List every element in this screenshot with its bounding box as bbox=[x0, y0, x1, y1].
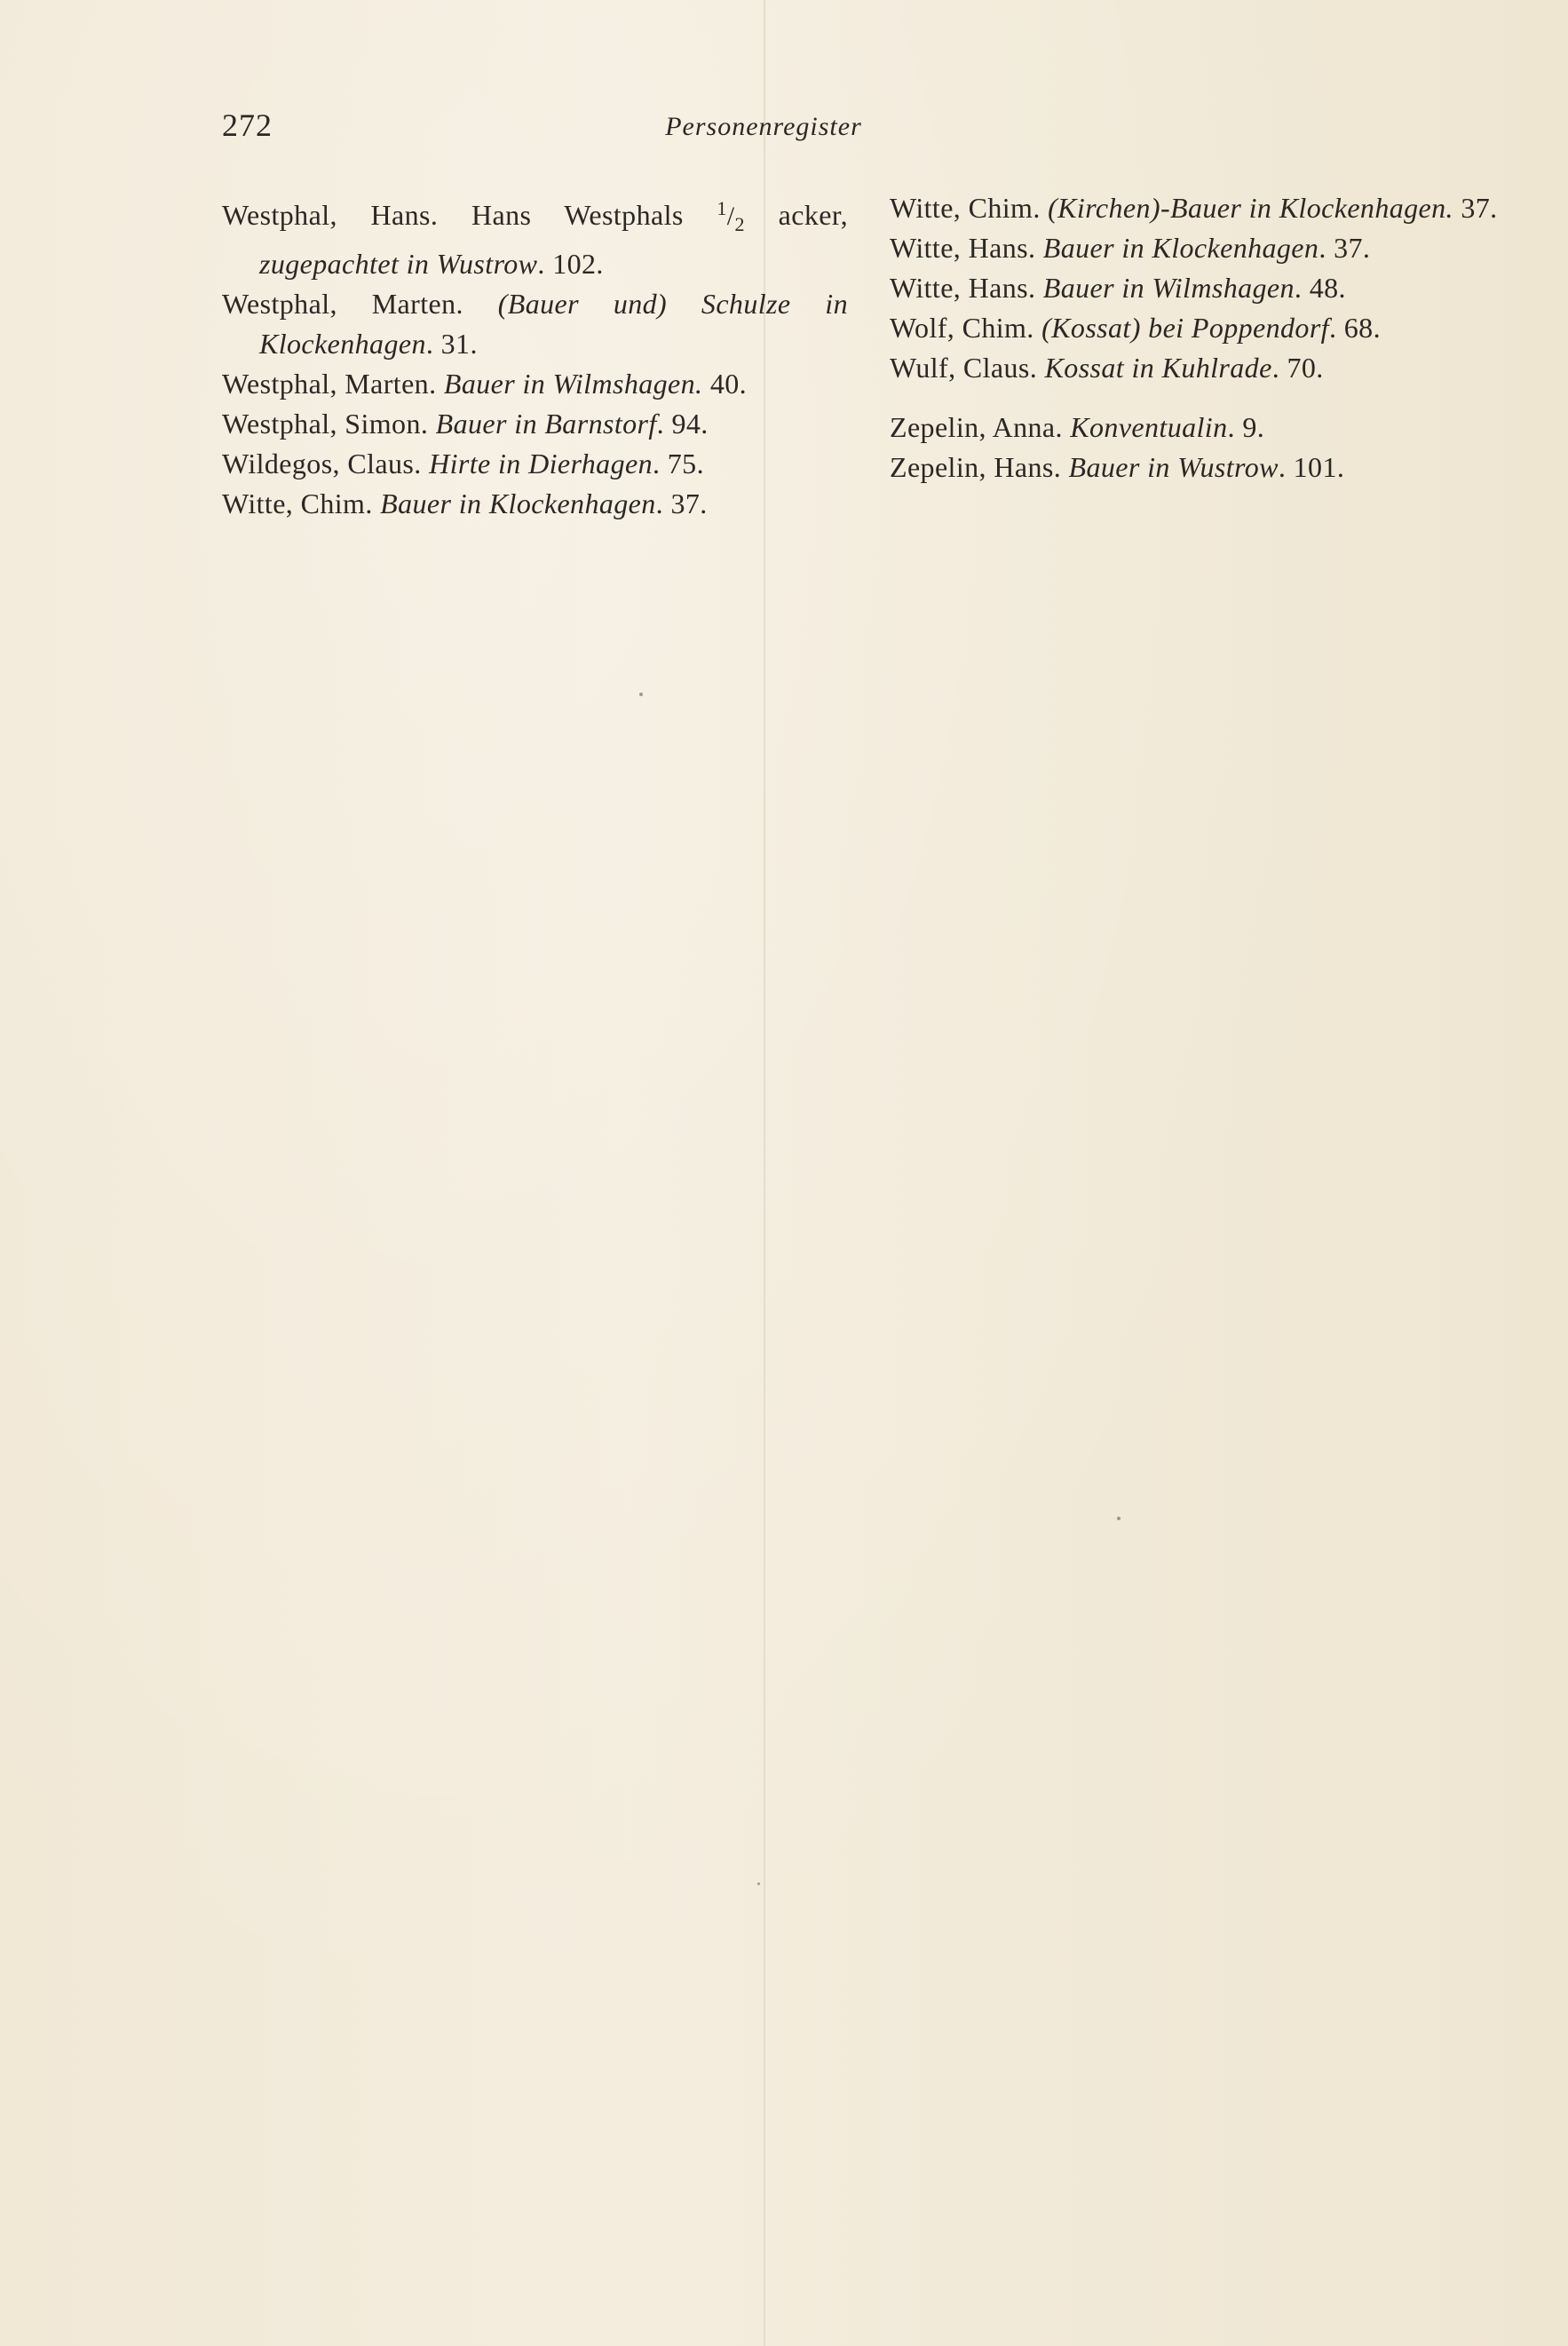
index-entry bbox=[890, 308, 1529, 348]
entry-fraction: $^1/_2$ bbox=[717, 197, 745, 235]
index-entry bbox=[222, 444, 848, 484]
paper-speck bbox=[757, 1882, 760, 1885]
index-entry bbox=[890, 448, 1529, 487]
entry-description: Kossat in Kuhlrade bbox=[1044, 352, 1272, 384]
entry-name: Wulf, Claus. bbox=[890, 352, 1045, 384]
index-entry bbox=[890, 348, 1529, 388]
entry-page-ref: 40. bbox=[702, 368, 748, 400]
entry-name: Westphal, Simon. bbox=[222, 408, 436, 440]
entry-page-ref: . 48. bbox=[1294, 272, 1346, 304]
entry-page-ref: 37. bbox=[1453, 192, 1498, 224]
entry-description: Bauer in Barnstorf bbox=[435, 408, 657, 440]
entry-description: Konventualin bbox=[1070, 411, 1228, 443]
entry-name: Witte, Chim. bbox=[222, 487, 381, 519]
letter-group-gap bbox=[890, 388, 1529, 408]
entry-page-ref: . 37. bbox=[655, 487, 708, 519]
entry-page-ref: . 101. bbox=[1278, 451, 1345, 483]
entry-page-ref: . 75. bbox=[652, 448, 704, 480]
entry-description: Bauer in Klockenhagen bbox=[1042, 232, 1319, 264]
entry-page-ref: . 9. bbox=[1227, 411, 1265, 443]
index-entry bbox=[222, 188, 848, 284]
entry-page-ref: . 102. bbox=[537, 248, 604, 280]
entry-name: Zepelin, Hans. bbox=[890, 451, 1069, 483]
entry-name: Westphal, Marten. bbox=[222, 368, 444, 400]
page-header bbox=[222, 107, 1305, 151]
index-entry bbox=[222, 284, 848, 364]
running-title: Personenregister bbox=[665, 112, 862, 141]
entry-description: Bauer in Wustrow bbox=[1068, 451, 1279, 483]
entry-description: (Bauer und) Schulze in Klockenhagen bbox=[259, 288, 848, 360]
entry-description: zugepachtet in Wustrow bbox=[259, 248, 538, 280]
entry-name: Westphal, Marten. bbox=[222, 288, 498, 320]
index-entry bbox=[222, 404, 848, 444]
entry-name-tail: acker, bbox=[744, 199, 848, 231]
paper-speck bbox=[639, 693, 643, 696]
entry-description: (Kirchen)-Bauer in Klockenhagen. bbox=[1048, 192, 1453, 224]
entry-name: Zepelin, Anna. bbox=[890, 411, 1071, 443]
index-entry bbox=[890, 188, 1529, 228]
index-entry bbox=[222, 484, 848, 524]
entry-name: Witte, Chim. bbox=[890, 192, 1049, 224]
paper-speck bbox=[1117, 1517, 1121, 1520]
entry-page-ref: . 37. bbox=[1319, 232, 1371, 264]
entry-page-ref: . 31. bbox=[425, 328, 478, 360]
entry-page-ref: . 68. bbox=[1328, 312, 1381, 344]
page-number: 272 bbox=[222, 107, 273, 143]
entry-description: Bauer in Wilmshagen. bbox=[443, 368, 703, 400]
entry-description: Bauer in Wilmshagen bbox=[1042, 272, 1295, 304]
entry-name: Witte, Hans. bbox=[890, 232, 1043, 264]
entry-name: Westphal, Hans. Hans Westphals bbox=[222, 199, 717, 231]
entry-name: Wildegos, Claus. bbox=[222, 448, 430, 480]
entry-name: Witte, Hans. bbox=[890, 272, 1043, 304]
entry-description: Hirte in Dierhagen bbox=[429, 448, 653, 480]
entry-description: (Kossat) bei Poppendorf bbox=[1041, 312, 1329, 344]
index-entry bbox=[890, 268, 1529, 308]
entry-page-ref: . 94. bbox=[656, 408, 709, 440]
index-entry bbox=[890, 408, 1529, 448]
index-entry bbox=[890, 228, 1529, 268]
entry-page-ref: . 70. bbox=[1271, 352, 1324, 384]
left-column bbox=[222, 188, 848, 524]
entry-name: Wolf, Chim. bbox=[890, 312, 1042, 344]
right-column bbox=[890, 188, 1529, 487]
entry-description: Bauer in Klockenhagen bbox=[380, 487, 656, 519]
index-entry bbox=[222, 364, 848, 404]
